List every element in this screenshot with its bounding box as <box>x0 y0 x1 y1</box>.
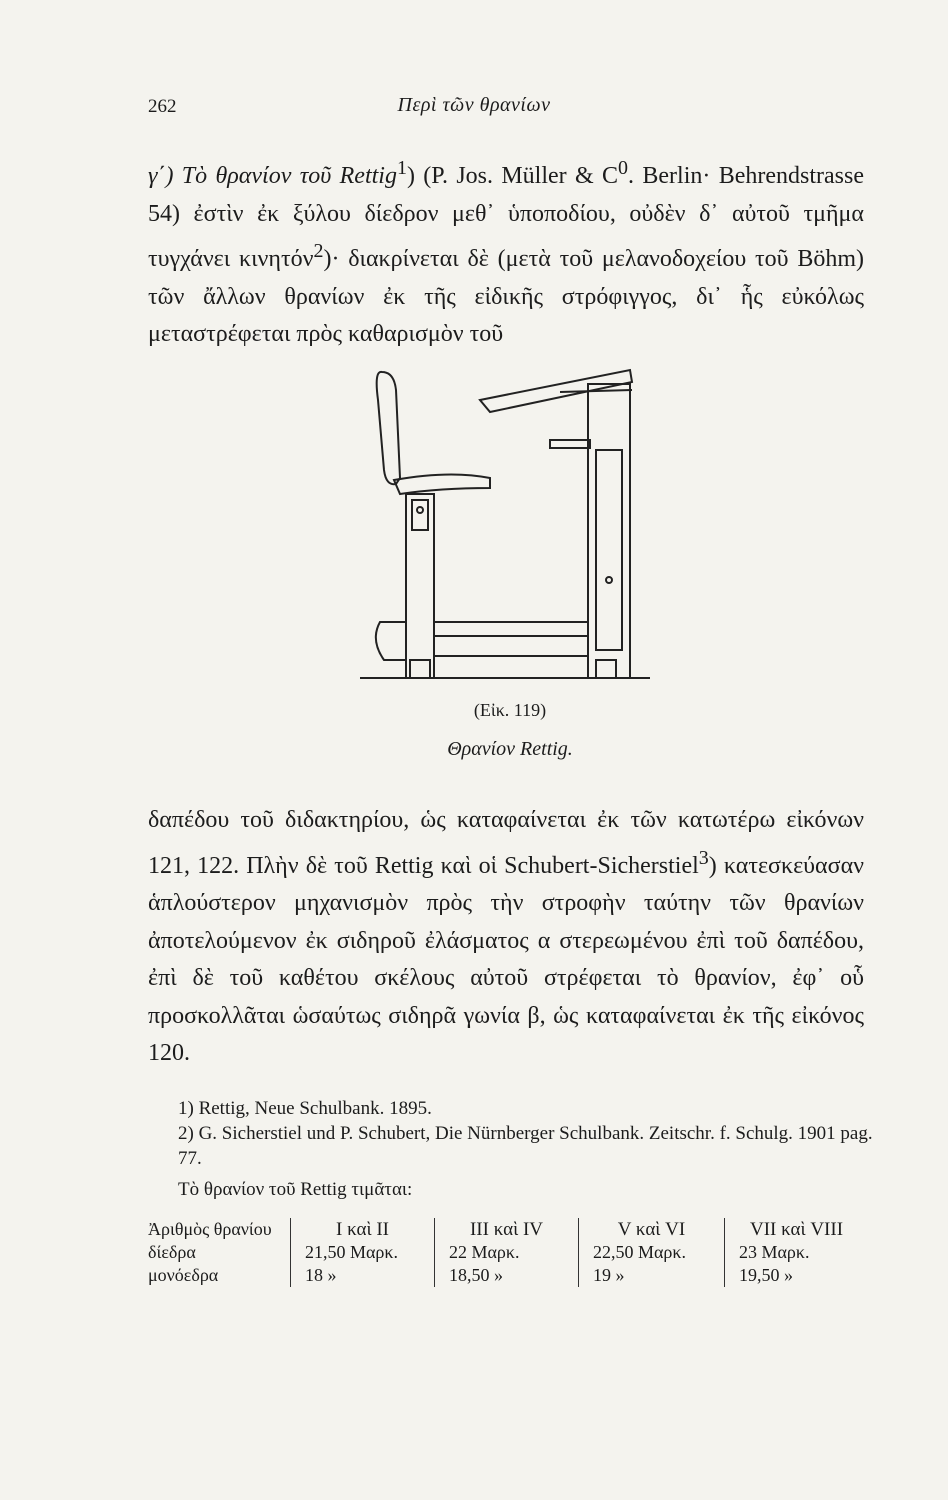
section-heading: γ΄) Τὸ θρανίον τοῦ Rettig <box>148 163 397 189</box>
table-header: I καὶ II <box>290 1218 434 1241</box>
desk-post-inner <box>596 450 622 650</box>
page-number: 262 <box>148 96 177 117</box>
footnote-ref-1: 1 <box>396 157 407 179</box>
price-intro: Τὸ θρανίον τοῦ Rettig τιμᾶται: <box>178 1179 413 1200</box>
table-header-row <box>148 1218 868 1241</box>
footnote-ref-3: 3 <box>698 846 709 869</box>
table-cell: 22 Μαρκ. <box>434 1241 578 1264</box>
running-title: Περὶ τῶν θρανίων <box>397 94 551 116</box>
footnote-1: 1) Rettig, Neue Schulbank. 1895. <box>178 1098 432 1119</box>
table-header: VII καὶ VIII <box>724 1218 868 1241</box>
table-header: Ἀριθμὸς θρανίου <box>148 1219 272 1239</box>
paragraph-1-text-a: ) (P. Jos. Müller & C <box>406 163 619 189</box>
table-cell: 18 » <box>290 1264 434 1287</box>
chair-seat <box>394 474 490 494</box>
footnotes <box>148 1096 878 1171</box>
paragraph-2-text-a: δαπέδου τοῦ διδακτηρίου, ὡς καταφαίνεται ἐκ τῶν κατωτέρω εἰκόνων 121, 122. Πλὴν δὲ τοῦ Rettig καὶ οἱ Schubert-Sicherstiel <box>148 807 864 879</box>
table-cell: δίεδρα <box>148 1242 196 1262</box>
price-table <box>148 1218 868 1287</box>
figure-label: (Εἰκ. 119) <box>473 700 547 720</box>
table-row <box>148 1264 868 1287</box>
table-cell: 19 » <box>578 1264 724 1287</box>
bench-foot <box>376 622 406 660</box>
table-header: V καὶ VI <box>578 1218 724 1241</box>
degree-sup: 0 <box>618 157 629 179</box>
table-header: III καὶ IV <box>434 1218 578 1241</box>
desk-post <box>588 384 630 678</box>
paragraph-2-text-b: ) κατεσκεύασαν ἁπλούστερον μηχανισμὸν πρὸς τὴν στροφὴν ταύτην τῶν θρανίων ἀποτελούμενον ἐκ σιδηροῦ ἐλάσματος α στερεωμένου ἐπὶ τοῦ δαπέδου, ἐπὶ δὲ τοῦ καθέτου σκέλους αὐτοῦ στρέφεται τὸ θρανίον, ἐφ᾿ οὗ προσκολλᾶται ὡσαύτως σιδηρᾶ γωνία β, ὡς καταφαίνεται ἐκ τῆς εἰκόνος 120. <box>148 852 864 1066</box>
table-cell: 21,50 Μαρκ. <box>290 1241 434 1264</box>
figure-caption: Θρανίον Rettig. <box>447 738 573 760</box>
school-desk-figure <box>360 360 650 690</box>
seat-post <box>406 494 434 678</box>
seat-post-inner <box>412 500 428 530</box>
footnote-2: 2) G. Sicherstiel und P. Schubert, Die Nürnberger Schulbank. Zeitschr. f. Schulg. 1901 pag. 77. <box>178 1123 873 1169</box>
table-cell: 18,50 » <box>434 1264 578 1287</box>
paragraph-1-text-b: . Berlin· Behrendstrasse 54) ἐστὶν ἐκ ξύλου δίεδρον μεθ᾿ ὑποποδίου, οὐδὲν δ᾿ αὐτοῦ τμῆμα τυγχάνει κινητόν <box>148 163 864 272</box>
paragraph-2 <box>148 802 864 1073</box>
book-shelf <box>550 440 590 448</box>
paragraph-1 <box>148 150 864 354</box>
table-cell: 22,50 Μαρκ. <box>578 1241 724 1264</box>
foot-rest <box>434 622 588 636</box>
chair-back <box>377 372 400 484</box>
paragraph-1-text-c: )· διακρίνεται δὲ (μετὰ τοῦ μελανοδοχείου τοῦ Böhm) τῶν ἄλλων θρανίων ἐκ τῆς εἰδικῆς στρόφιγγος, δι᾿ ἧς εὐκόλως μεταστρέφεται πρὸς καθαρισμὸν τοῦ <box>148 246 865 347</box>
table-cell: 23 Μαρκ. <box>724 1241 868 1264</box>
table-cell: 19,50 » <box>724 1264 868 1287</box>
table-cell: μονόεδρα <box>148 1265 219 1285</box>
table-row <box>148 1241 868 1264</box>
footnote-ref-2: 2 <box>313 240 324 262</box>
